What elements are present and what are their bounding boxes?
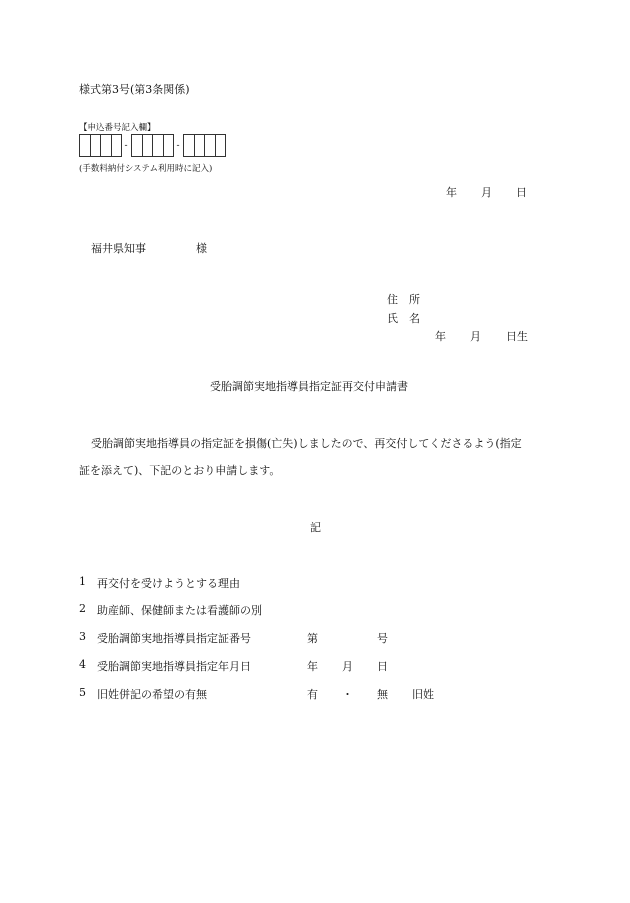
birth-day: 日生 — [506, 330, 528, 343]
item-number: 5 — [79, 686, 86, 699]
option-yes[interactable]: 有 — [307, 688, 318, 701]
item-label: 再交付を受けようとする理由 — [97, 577, 240, 590]
date-month: 月 — [481, 186, 492, 199]
addressee-honorific: 様 — [196, 242, 207, 255]
date-year: 年 — [446, 186, 457, 199]
date-day: 日 — [516, 186, 527, 199]
entry-box-label: 【申込番号記入欄】 — [79, 123, 156, 133]
item-number: 1 — [79, 575, 86, 588]
item-number: 4 — [79, 658, 86, 671]
body-line-2: 証を添えて)、下記のとおり申請します。 — [79, 464, 281, 477]
number-cell[interactable] — [163, 134, 175, 157]
number-cell[interactable] — [215, 134, 227, 157]
name-label: 氏 名 — [387, 312, 420, 325]
addressee-title: 福井県知事 — [91, 242, 146, 255]
item-label: 受胎調節実地指導員指定年月日 — [97, 660, 251, 673]
certificate-prefix: 第 — [307, 632, 318, 645]
option-separator: ・ — [342, 688, 353, 701]
separator-dash: - — [176, 140, 180, 151]
item-label: 受胎調節実地指導員指定証番号 — [97, 632, 251, 645]
document-title: 受胎調節実地指導員指定証再交付申請書 — [210, 380, 408, 393]
item-number: 3 — [79, 630, 86, 643]
application-number-boxes — [79, 134, 225, 157]
item-label: 旧姓併記の希望の有無 — [97, 688, 207, 701]
birth-year: 年 — [435, 330, 446, 343]
item-label: 助産師、保健師または看護師の別 — [97, 604, 262, 617]
separator-dash: - — [124, 140, 128, 151]
ki-heading: 記 — [310, 521, 321, 534]
item-number: 2 — [79, 602, 86, 615]
designation-day: 日 — [377, 660, 388, 673]
form-number: 様式第3号(第3条関係) — [79, 83, 190, 96]
maiden-name-label: 旧姓 — [412, 688, 434, 701]
entry-box-note: (手数料納付システム利用時に記入) — [79, 164, 213, 174]
option-no[interactable]: 無 — [377, 688, 388, 701]
birth-month: 月 — [470, 330, 481, 343]
number-cell[interactable] — [111, 134, 123, 157]
certificate-suffix: 号 — [377, 632, 388, 645]
designation-year: 年 — [307, 660, 318, 673]
designation-month: 月 — [342, 660, 353, 673]
address-label: 住 所 — [387, 293, 420, 306]
body-line-1: 受胎調節実地指導員の指定証を損傷(亡失)しましたので、再交付してくださるよう(指定 — [91, 437, 522, 450]
